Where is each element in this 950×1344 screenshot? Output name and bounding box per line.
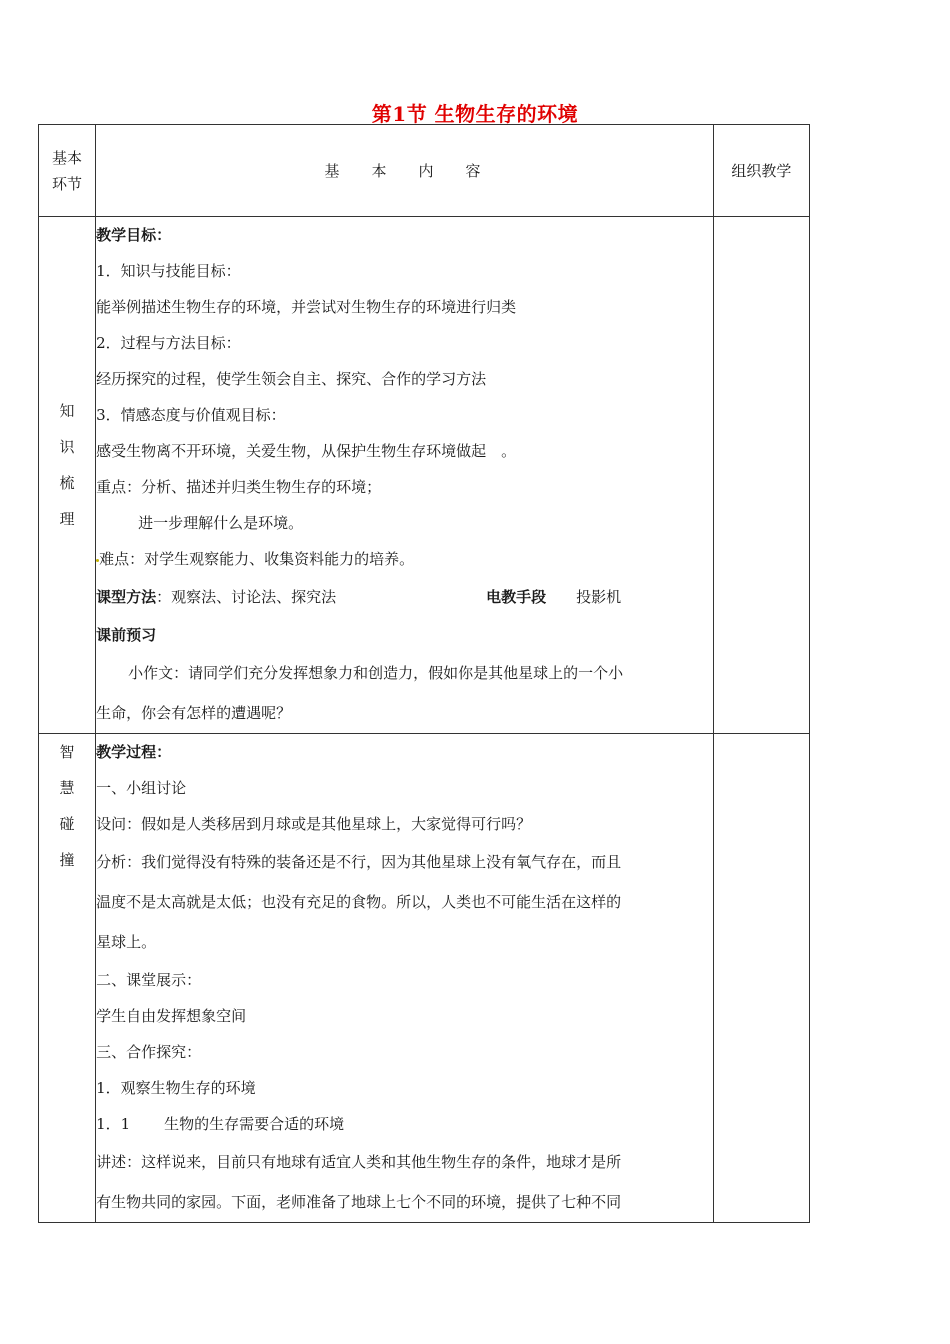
process-line: 三、合作探究： [96, 1043, 202, 1061]
objective-1-text: 能举例描述生物生存的环境，并尝试对生物生存的环境进行归类 [96, 298, 517, 316]
section-knowledge-organize [713, 217, 809, 734]
process-line: 学生自由发挥想象空间 [96, 1007, 247, 1025]
side-char: 慧 [59, 779, 75, 797]
process-subheading-text: 生物的生存需要合适的环境 [164, 1115, 345, 1133]
objective-2-text: 经历探究的过程，使学生领会自主、探究、合作的学习方法 [96, 370, 487, 388]
header-content-char: 基 [324, 162, 344, 180]
header-cell-organize: 组织教学 [713, 125, 809, 217]
process-line: 一、小组讨论 [96, 779, 187, 797]
process-line: 讲述：这样说来，目前只有地球有适宜人类和其他生物生存的条件，地球才是所 [96, 1153, 622, 1171]
section-wisdom-content [96, 734, 714, 1223]
process-line: 温度不是太高就是太低；也没有充足的食物。所以，人类也不可能生活在这样的 [96, 893, 622, 911]
header-stage-line2: 环节 [52, 174, 83, 193]
difficulty-text: 难点：对学生观察能力、收集资料能力的培养。 [99, 550, 415, 568]
section-wisdom-label [39, 734, 96, 1223]
table-header-row [39, 125, 810, 217]
process-line: 设问：假如是人类移居到月球或是其他星球上，大家觉得可行吗？ [96, 815, 532, 833]
header-content-char: 容 [465, 162, 485, 180]
header-content-char: 本 [371, 162, 391, 180]
section-knowledge-content [96, 217, 714, 734]
media-label: 电教手段 [486, 588, 547, 606]
header-stage-line1: 基本 [52, 148, 83, 167]
process-line: 有生物共同的家园。下面，老师准备了地球上七个不同的环境，提供了七种不同 [96, 1193, 622, 1211]
section-wisdom-organize [713, 734, 809, 1223]
side-char: 梳 [59, 474, 75, 492]
header-cell-content [96, 125, 714, 217]
page-title: 第1节 生物生存的环境 [371, 102, 579, 126]
objectives-title: 教学目标： [96, 226, 172, 244]
process-line: 1．观察生物生存的环境 [96, 1079, 256, 1097]
process-line: 分析：我们觉得没有特殊的装备还是不行，因为其他星球上没有氧气存在，而且 [96, 853, 622, 871]
objective-3-text: 感受生物离不开环境，关爱生物，从保护生物生存环境做起 。 [96, 442, 517, 460]
lesson-table [38, 124, 810, 1223]
side-char: 碰 [59, 815, 75, 833]
preview-text-line2: 生命，你会有怎样的遭遇呢？ [96, 704, 292, 722]
section-knowledge-row [39, 217, 810, 734]
objective-3-heading: 3．情感态度与价值观目标： [96, 406, 286, 424]
process-subheading-number: 1．1 [96, 1115, 131, 1133]
difficulty-row [96, 541, 713, 577]
media-text: 投影机 [576, 588, 622, 606]
side-char: 智 [59, 743, 75, 761]
process-line: 二、课堂展示： [96, 971, 202, 989]
process-subheading [96, 1106, 713, 1142]
header-cell-stage [39, 125, 96, 217]
key-point: 重点：分析、描述并归类生物生存的环境； [96, 478, 382, 496]
process-line: 星球上。 [96, 933, 157, 951]
header-content-char: 内 [418, 162, 438, 180]
process-title: 教学过程： [96, 743, 172, 761]
objective-2-heading: 2．过程与方法目标： [96, 334, 241, 352]
section-knowledge-label [39, 217, 96, 734]
side-char: 知 [59, 402, 75, 420]
side-char: 理 [59, 510, 75, 528]
method-text: ：观察法、讨论法、探究法 [156, 588, 337, 606]
side-char: 撞 [59, 851, 75, 869]
side-char: 识 [59, 438, 75, 456]
objective-1-heading: 1．知识与技能目标： [96, 262, 241, 280]
preview-title: 课前预习 [96, 626, 157, 644]
key-point-continued: 进一步理解什么是环境。 [138, 514, 304, 532]
method-media-row [96, 577, 713, 617]
section-wisdom-row [39, 734, 810, 1223]
preview-text-line1: 小作文：请同学们充分发挥想象力和创造力，假如你是其他星球上的一个小 [128, 664, 624, 682]
method-label: 课型方法 [96, 588, 157, 606]
